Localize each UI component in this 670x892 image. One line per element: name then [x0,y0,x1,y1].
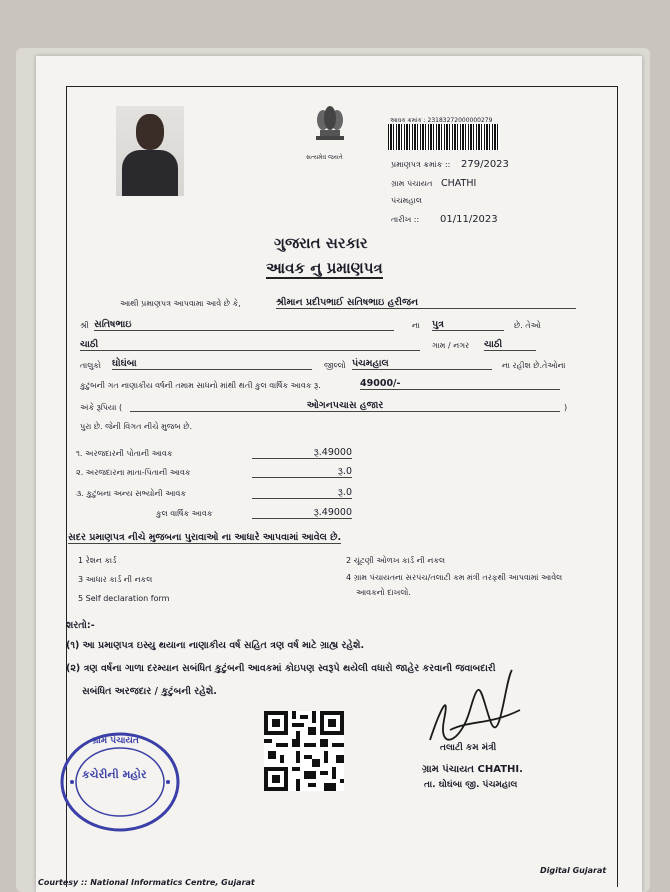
applicant-name: શ્રીમાન પ્રદીપભાઈ સતિષભાઇ હરીજન [276,297,576,309]
income-amount: 49000/- [360,378,560,390]
district-label: જીલ્લો [324,361,346,370]
income-row-value: રૂ.0 [252,487,352,499]
intro-text: આથી પ્રમાણપત્ર આપવામા આવે છે કે, [120,299,241,308]
words-label: અંકે રૂપિયા ( [80,403,123,412]
details-line: પુરા છે. જેની વિગત નીચે મુજબ છે. [80,422,193,431]
certificate-no: 279/2023 [461,159,509,170]
resident-label: ના રહીશ છે.તેઓના [502,361,566,370]
district-header: પંચમહાલ [391,196,422,205]
signatory-designation: તલાટી કમ મંત્રી [440,743,497,753]
signatory-office: ગ્રામ પંચાયત CHATHI. [422,764,523,775]
emblem-caption: સત્યમેવ જયતે [306,154,343,161]
signatory-address: તા. ઘોઘંબા જી. પંચમહાલ [424,780,518,790]
taluka-value: ઘોઘંબા [112,358,312,370]
conditions-heading: શરતો:- [66,620,95,631]
footer-courtesy: Courtesy :: National Informatics Centre, Gujarat [38,878,255,887]
income-row-label: ૩. કુટુંબના અન્ય સભ્યોની આવક [76,489,187,498]
words-value: ઓગનપચાસ હજાર [130,400,560,412]
chhe-label: છે. તેઓ [514,321,541,330]
father-name: સતિષભાઇ [94,319,394,331]
gram-nagar-label: ગામ / નગર [432,341,470,350]
applicant-photo [116,106,184,196]
village-name: ચાઠી [80,339,420,351]
na-label: ના [412,321,420,330]
income-row-label: ૧. અરજદારની પોતાની આવક [76,449,173,458]
income-row-label: ૨. અરજદારના માતા-પિતાની આવક [76,468,191,477]
document-item: 5 Self declaration form [78,594,170,603]
qr-code [264,711,344,791]
taluka-label: તાલુકો [80,361,101,370]
seal-center-text: કચેરીની મહોર [82,768,147,781]
document-item: 4 ગ્રામ પંચાયતના સરપંચ/તલાટી કમ મંત્રી તરફથી આપવામાં આવેલ [346,573,563,582]
condition-item: (૨) ત્રણ વર્ષના ગાળા દરમ્યાન સબંધિત કુટુંબની આવકમાં કોઇપણ સ્વરૂપે થયેલી વધારો જાહેર કરવાની જવાબદારી [66,663,496,674]
state-emblem-icon [306,100,354,158]
document-item: 3 આધાર કાર્ડ ની નકલ [78,575,153,584]
gram-panchayat-value: CHATHI [441,178,477,189]
gram-panchayat-label: ગ્રામ પંચાયત [391,179,433,188]
condition-item: (૧) આ પ્રમાણપત્ર ઇસ્યુ થયાના નાણાકીય વર્ષ સહિત ત્રણ વર્ષ માટે ગ્રાહ્ય રહેશે. [66,640,365,651]
barcode-number: આવક ક્રમાંક : 23183272000000279 [390,117,493,124]
income-row-value: રૂ.0 [252,466,352,478]
income-row-value: રૂ.49000 [252,447,352,459]
document-item: 1 રેશન કાર્ડ [78,556,117,565]
date-label: તારીખ :: [391,215,420,224]
barcode [388,124,500,150]
document-item: 2 ચૂંટણી ઓળખ કાર્ડ ની નકલ [346,556,446,565]
total-label: કુલ વાર્ષિક આવક [156,509,213,518]
certificate-title: આવક નુ પ્રમાણપત્ર [266,259,383,277]
documents-heading: સદર પ્રમાણપત્ર નીચે મુજબના પુરાવાઓ ના આધારે આપવામાં આવેલ છે. [68,532,342,543]
seal-ring-text: ગ્રામ પંચાયત [92,736,139,746]
words-close: ) [564,403,568,412]
district-value: પંચમહાલ [352,358,492,370]
relation: પુત્ર [432,319,504,331]
shri-label: શ્રી [80,321,89,330]
gram-nagar-value: ચાઠી [484,339,536,351]
government-title: ગુજરાત સરકાર [274,234,368,252]
certificate-no-label: પ્રમાણપત્ર ક્રમાંક :: [391,160,451,169]
document-item: આવકનો દાખલો. [356,588,411,597]
income-line: કુટુંબની ગત નાણાકીય વર્ષની તમામ સાધનો માંથી થતી કુલ વાર્ષિક આવક રૂ. [80,381,321,390]
total-value: રૂ.49000 [252,507,352,519]
footer-digital: Digital Gujarat [540,866,607,875]
certificate-date: 01/11/2023 [440,214,498,225]
condition-item: સબંધિત અરજદાર / કુટુંબની રહેશે. [82,686,217,697]
